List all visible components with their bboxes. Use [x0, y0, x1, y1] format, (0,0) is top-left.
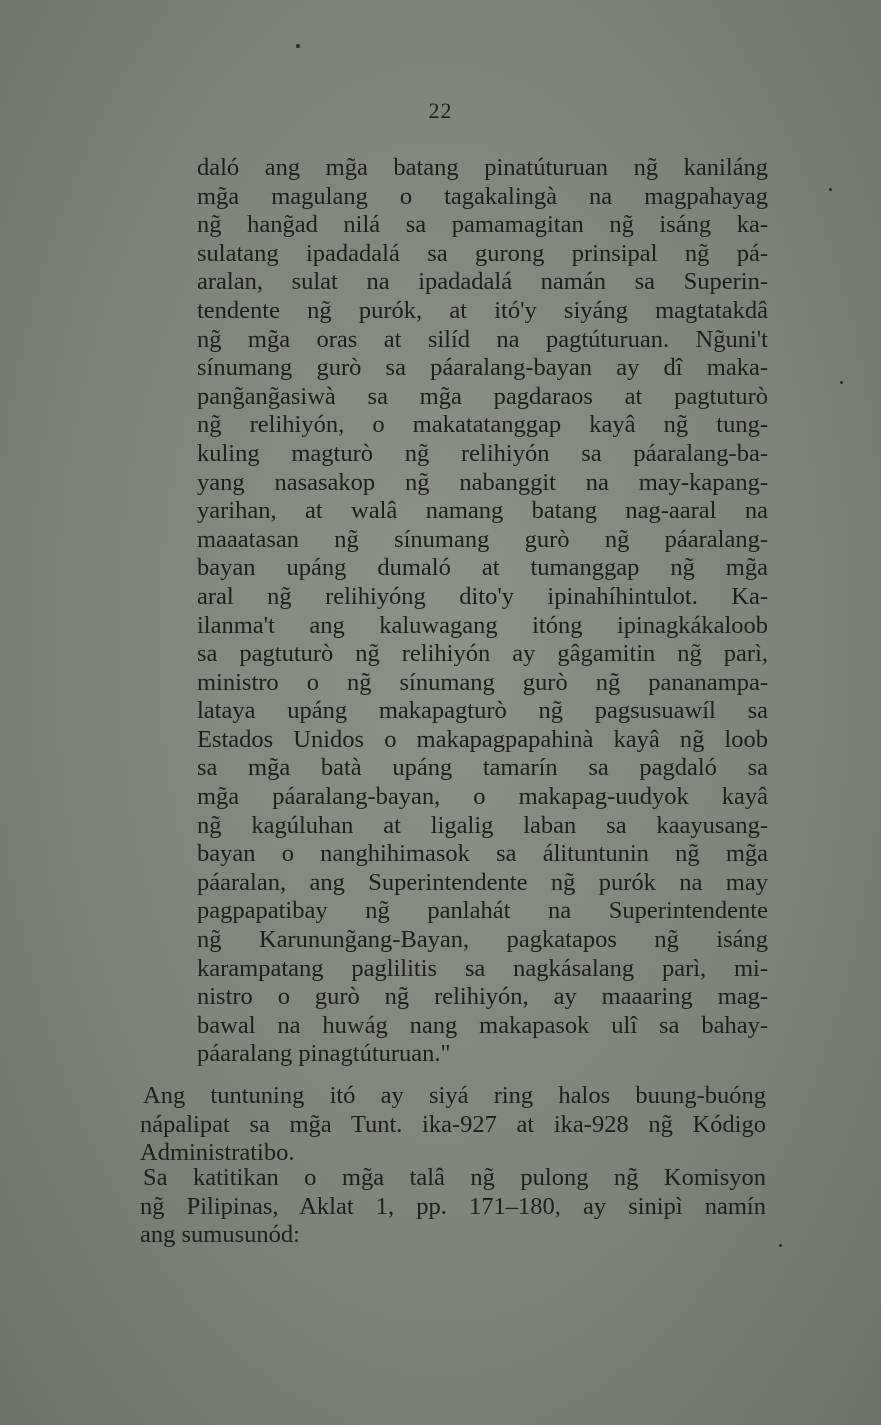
- text-line: daló ang mg̃a batang pinatúturuan ng̃ kaniláng: [197, 154, 768, 181]
- text-line: Estados Unidos o makapagpapahinà kayâ ng̃ loob: [197, 725, 768, 753]
- text-line: bayan upáng dumaló at tumanggap ng̃ mg̃a: [197, 554, 768, 582]
- ink-speck: [779, 1244, 782, 1247]
- text-line: lataya upáng makapagturò ng̃ pagsusuawíl sa: [197, 697, 768, 725]
- text-line: ng̃ hang̃ad nilá sa pamamagitan ng̃ isáng ka-: [197, 211, 768, 239]
- paragraph-katitikan: [140, 1164, 766, 1250]
- text-line: ng̃ Pilipinas, Aklat 1, pp. 171–180, ay sinipì namín: [140, 1192, 766, 1220]
- text-line: ng̃ Karunung̃ang-Bayan, pagkatapos ng̃ isáng: [197, 926, 768, 954]
- text-line: tendente ng̃ purók, at itó'y siyáng magtatakdâ: [197, 296, 768, 324]
- text-line: yarihan, at walâ namang batang nag-aaral na: [197, 497, 768, 525]
- text-line: nistro o gurò ng̃ relihiyón, ay maaaring mag-: [197, 983, 768, 1011]
- text-line: pang̃ang̃asiwà sa mg̃a pagdaraos at pagtuturò: [197, 382, 768, 410]
- text-line: Administratibo.: [140, 1139, 295, 1167]
- text-line: páaralan, ang Superintendente ng̃ purók na may: [197, 868, 768, 896]
- text-line: aral ng̃ relihiyóng dito'y ipinahíhintulot. Ka-: [197, 582, 768, 610]
- text-line: ministro o ng̃ sínumang gurò ng̃ pananampa-: [197, 668, 768, 696]
- text-line: páaralang pinagtúturuan.": [197, 1040, 451, 1068]
- text-line: karampatang paglilitis sa nagkásalang parì, mi-: [197, 954, 768, 982]
- text-line: maaatasan ng̃ sínumang gurò ng̃ páaralang-: [197, 525, 768, 553]
- ink-speck: [840, 381, 843, 384]
- quoted-regulation-text: [197, 154, 768, 1069]
- text-line: aralan, sulat na ipadadalá namán sa Superin-: [197, 268, 768, 296]
- text-line: kuling magturò ng̃ relihiyón sa páaralang-ba-: [197, 439, 768, 467]
- text-line: sulatang ipadadalá sa gurong prinsipal ng̃ pá-: [197, 239, 768, 267]
- text-line: sínumang gurò sa páaralang-bayan ay dî maka-: [197, 354, 768, 382]
- text-line: Ang tuntuning itó ay siyá ring halos buung-buóng: [143, 1082, 766, 1109]
- text-line: mg̃a páaralang-bayan, o makapag-uudyok kayâ: [197, 783, 768, 811]
- text-line: Sa katitikan o mg̃a talâ ng̃ pulong ng̃ Komisyon: [143, 1164, 766, 1191]
- page-number: 22: [428, 98, 453, 123]
- text-line: pagpapatibay ng̃ panlahát na Superintendente: [197, 897, 768, 925]
- text-line: nápalipat sa mg̃a Tunt. ika-927 at ika-928 ng̃ Kódigo: [140, 1110, 766, 1138]
- text-line: bayan o nanghihimasok sa álituntunin ng̃ mg̃a: [197, 840, 768, 868]
- text-line: ng̃ relihiyón, o makatatanggap kayâ ng̃ tung-: [197, 411, 768, 439]
- text-line: bawal na huwág nang makapasok ulî sa bahay-: [197, 1011, 768, 1039]
- text-line: ng̃ kagúluhan at ligalig laban sa kaayusang-: [197, 811, 768, 839]
- ink-speck: [829, 188, 832, 191]
- ink-speck: [296, 44, 300, 48]
- paragraph-tuntunin: [140, 1082, 766, 1168]
- text-line: mg̃a magulang o tagakalingà na magpahayag: [197, 182, 768, 210]
- text-line: ang sumusunód:: [140, 1221, 300, 1249]
- text-line: ilanma't ang kaluwagang itóng ipinagkákaloob: [197, 611, 768, 639]
- text-line: yang nasasakop ng̃ nabanggit na may-kapang-: [197, 468, 768, 496]
- text-line: ng̃ mg̃a oras at silíd na pagtúturuan. Ng̃uni't: [197, 325, 768, 353]
- text-line: sa mg̃a batà upáng tamarín sa pagdaló sa: [197, 754, 768, 782]
- text-line: sa pagtuturò ng̃ relihiyón ay gâgamitin ng̃ parì,: [197, 640, 768, 668]
